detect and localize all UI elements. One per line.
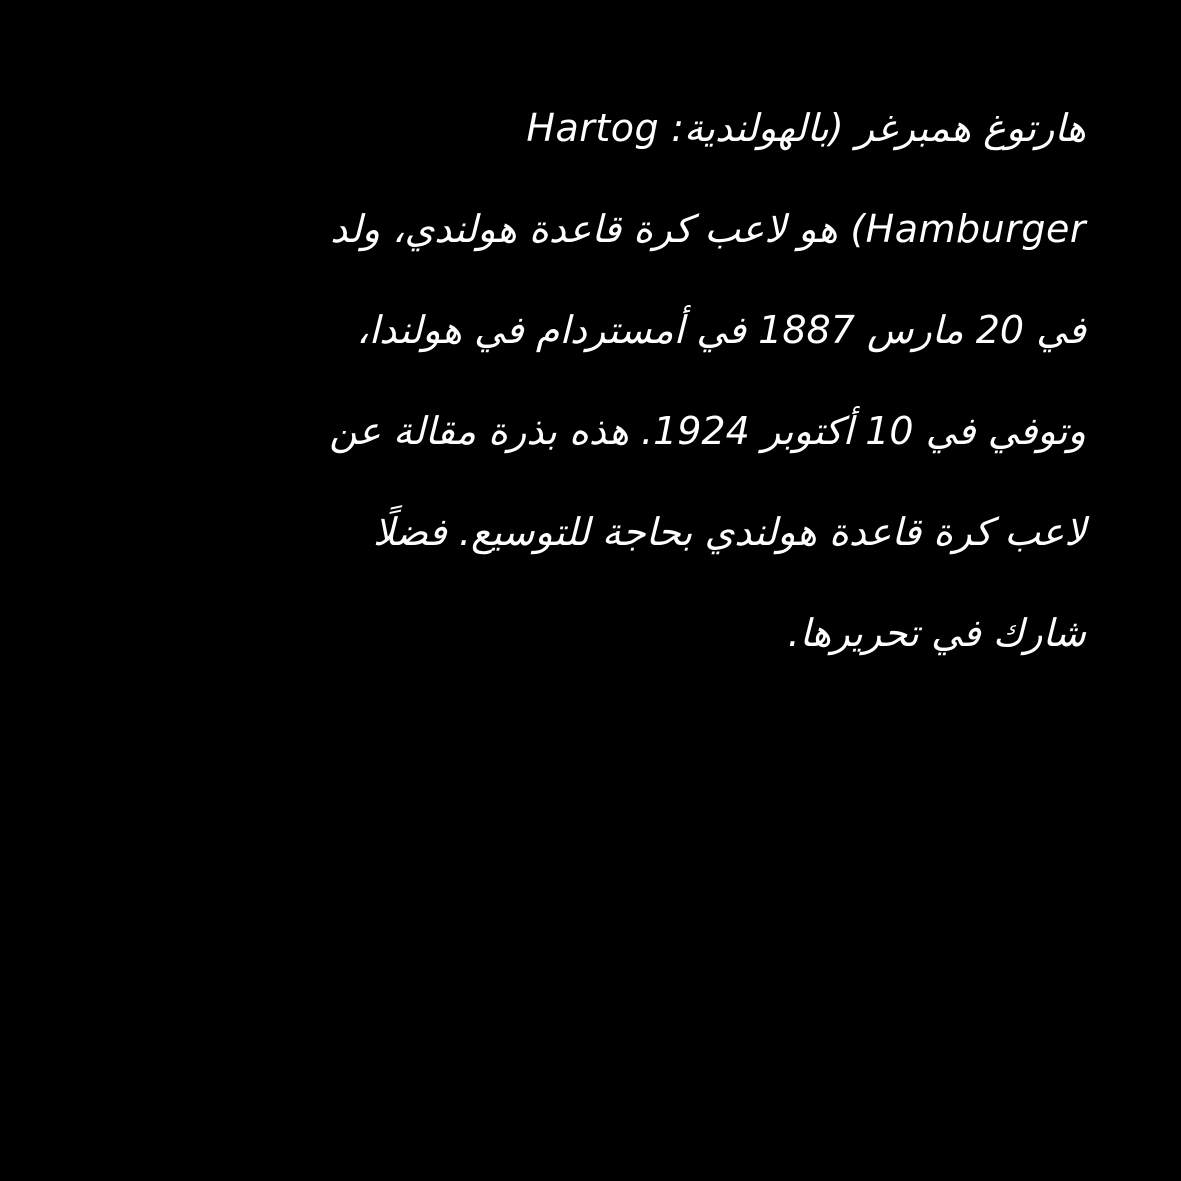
article-line-5: لاعب كرة قاعدة هولندي بحاجة للتوسيع. فضلًا [373,510,1086,554]
article-paragraph [96,78,1086,684]
article-line-2: Hamburger) هو لاعب كرة قاعدة هولندي، ولد [330,207,1086,251]
article-line-4: وتوفي في 10 أكتوبر 1924. هذه بذرة مقالة عن [329,409,1086,453]
article-line-3: في 20 مارس 1887 في أمستردام في هولندا، [356,308,1086,352]
article-line-1: هارتوغ همبرغر (بالهولندية: Hartog [526,106,1086,150]
article-line-6: شارك في تحريرها. [787,611,1086,655]
